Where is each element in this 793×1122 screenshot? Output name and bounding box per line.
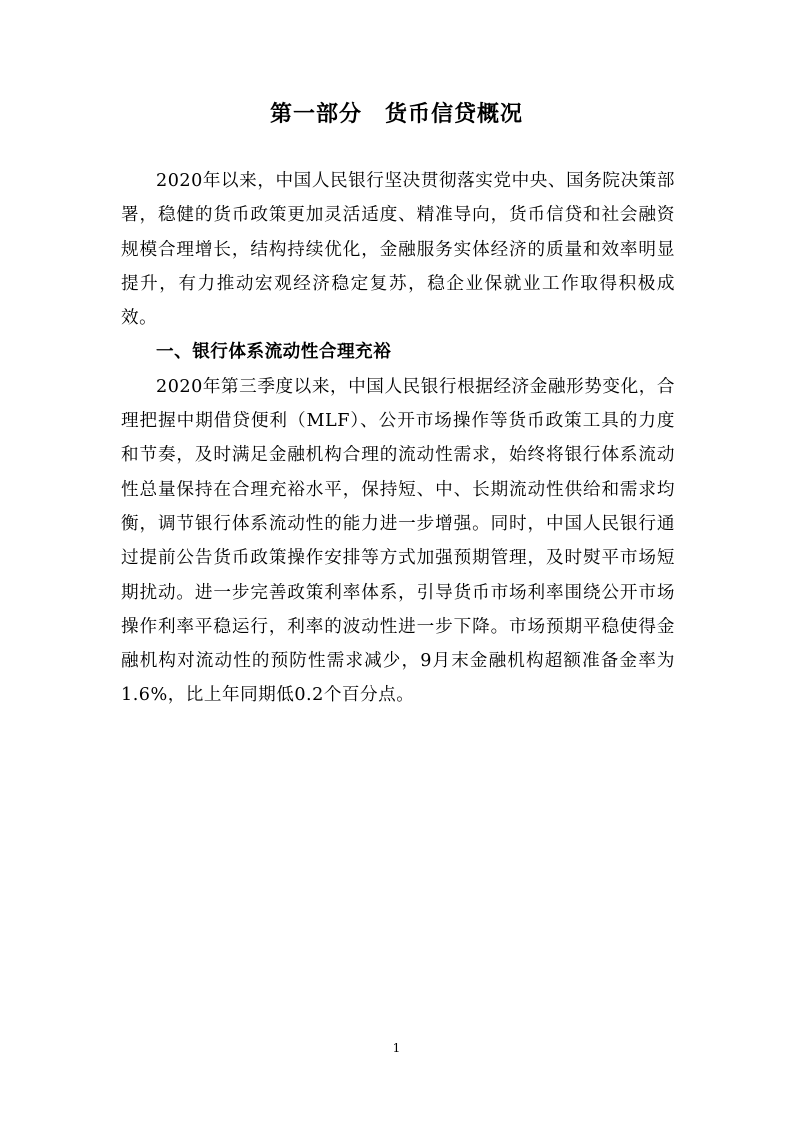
page-number: 1 bbox=[392, 1041, 401, 1055]
document-body bbox=[121, 164, 675, 713]
section-heading: 一、银行体系流动性合理充裕 bbox=[156, 342, 392, 363]
section-paragraph: 2020年第三季度以来，中国人民银行根据经济金融形势变化，合理把握中期借贷便利（MLF）、公开市场操作等货币政策工具的力度和节奏，及时满足金融机构合理的流动性需求，始终将银行体系流动性总量保持在合理充裕水平，保持短、中、长期流动性供给和需求均衡，调节银行体系流动性的能力进一步增强。同时，中国人民银行通过提前公告货币政策操作安排等方式加强预期管理，及时熨平市场短期扰动。进一步完善政策利率体系，引导货币市场利率围绕公开市场操作利率平稳运行，利率的波动性进一步下降。市场预期平稳使得金融机构对流动性的预防性需求减少，9月末金融机构超额准备金率为1.6%，比上年同期低0.2个百分点。 bbox=[121, 376, 675, 706]
intro-paragraph: 2020年以来，中国人民银行坚决贯彻落实党中央、国务院决策部署，稳健的货币政策更加灵活适度、精准导向，货币信贷和社会融资规模合理增长，结构持续优化，金融服务实体经济的质量和效率明显提升，有力推动宏观经济稳定复苏，稳企业保就业工作取得积极成效。 bbox=[121, 171, 675, 329]
page-title: 第一部分 货币信贷概况 bbox=[269, 102, 523, 127]
